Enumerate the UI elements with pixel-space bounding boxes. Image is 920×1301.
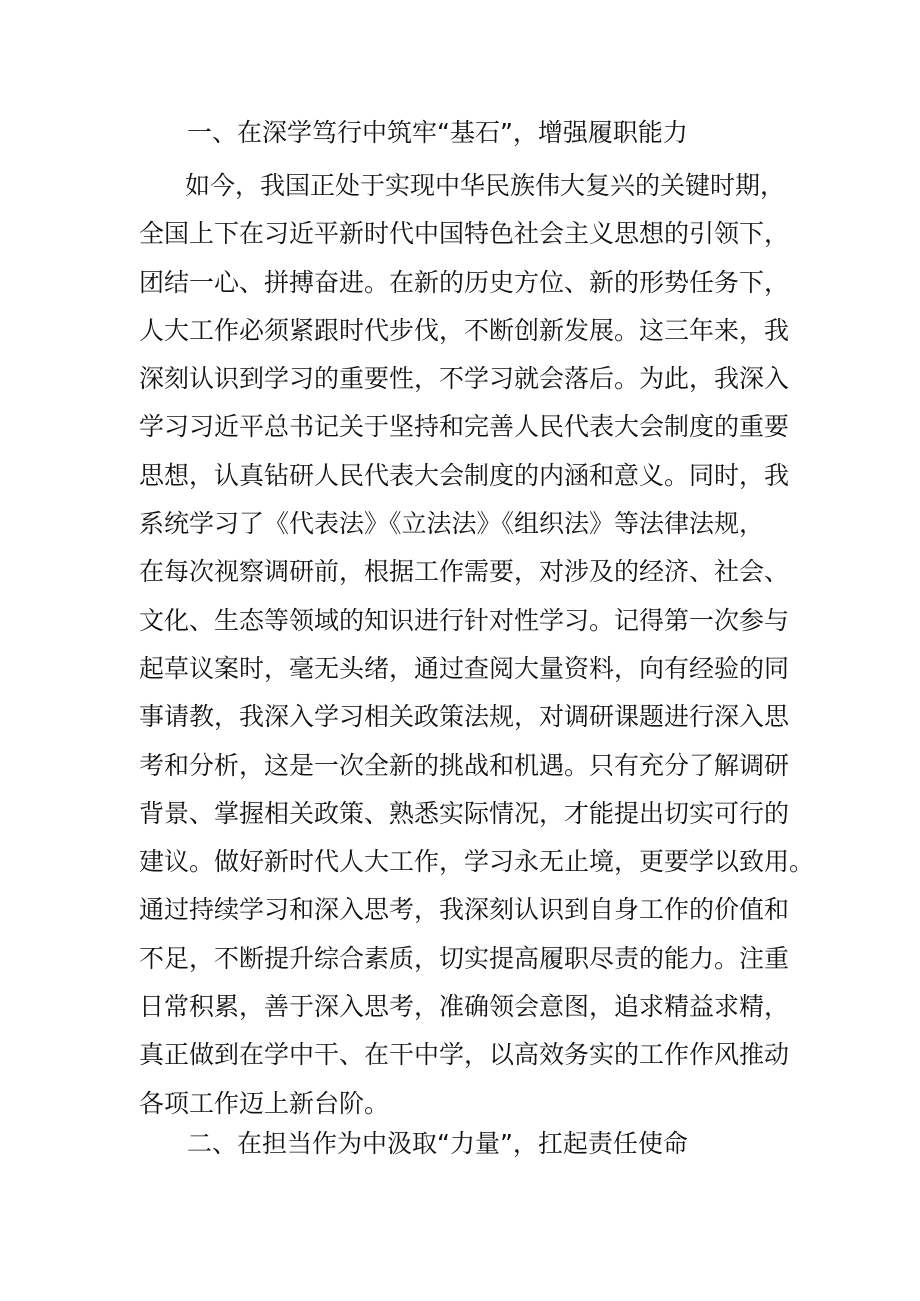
paragraph-line: 通过持续学习和深入思考，我深刻认识到自身工作的价值和 — [139, 895, 790, 925]
paragraph-line: 学习习近平总书记关于坚持和完善人民代表大会制度的重要 — [139, 412, 790, 442]
paragraph-line: 背景、掌握相关政策、熟悉实际情况，才能提出切实可行的 — [139, 798, 790, 828]
paragraph-line: 各项工作迈上新台阶。 — [139, 1088, 390, 1118]
paragraph-line: 建议。做好新时代人大工作，学习永无止境，更要学以致用。 — [139, 847, 815, 877]
paragraph-line: 人大工作必须紧跟时代步伐，不断创新发展。这三年来，我 — [139, 315, 790, 345]
paragraph-line: 不足，不断提升综合素质，切实提高履职尽责的能力。注重 — [139, 943, 790, 973]
paragraph-line: 日常积累，善于深入思考，准确领会意图，追求精益求精， — [139, 992, 790, 1022]
paragraph-line: 真正做到在学中干、在干中学，以高效务实的工作作风推动 — [139, 1040, 790, 1070]
paragraph-line: 团结一心、拼搏奋进。在新的历史方位、新的形势任务下， — [139, 267, 790, 297]
paragraph-line: 文化、生态等领域的知识进行针对性学习。记得第一次参与 — [139, 605, 790, 635]
paragraph-line: 起草议案时，毫无头绪，通过查阅大量资料，向有经验的同 — [139, 653, 790, 683]
paragraph-line: 思想，认真钻研人民代表大会制度的内涵和意义。同时，我 — [139, 460, 790, 490]
paragraph-line: 全国上下在习近平新时代中国特色社会主义思想的引领下， — [139, 219, 790, 249]
section-heading-2: 二、在担当作为中汲取“力量”，扛起责任使命 — [187, 1129, 688, 1158]
paragraph-line: 如今，我国正处于实现中华民族伟大复兴的关键时期， — [185, 171, 786, 200]
paragraph-line: 在每次视察调研前，根据工作需要，对涉及的经济、社会、 — [139, 557, 790, 587]
paragraph-line: 考和分析，这是一次全新的挑战和机遇。只有充分了解调研 — [139, 750, 790, 780]
paragraph-line: 系统学习了《代表法》《立法法》《组织法》等法律法规， — [139, 509, 765, 539]
paragraph-line: 深刻认识到学习的重要性，不学习就会落后。为此，我深入 — [139, 364, 790, 394]
section-1-body — [139, 162, 815, 1128]
paragraph-line: 事请教，我深入学习相关政策法规，对调研课题进行深入思 — [139, 702, 790, 732]
section-heading-1: 一、在深学笃行中筑牢“基石”，增强履职能力 — [187, 118, 688, 147]
